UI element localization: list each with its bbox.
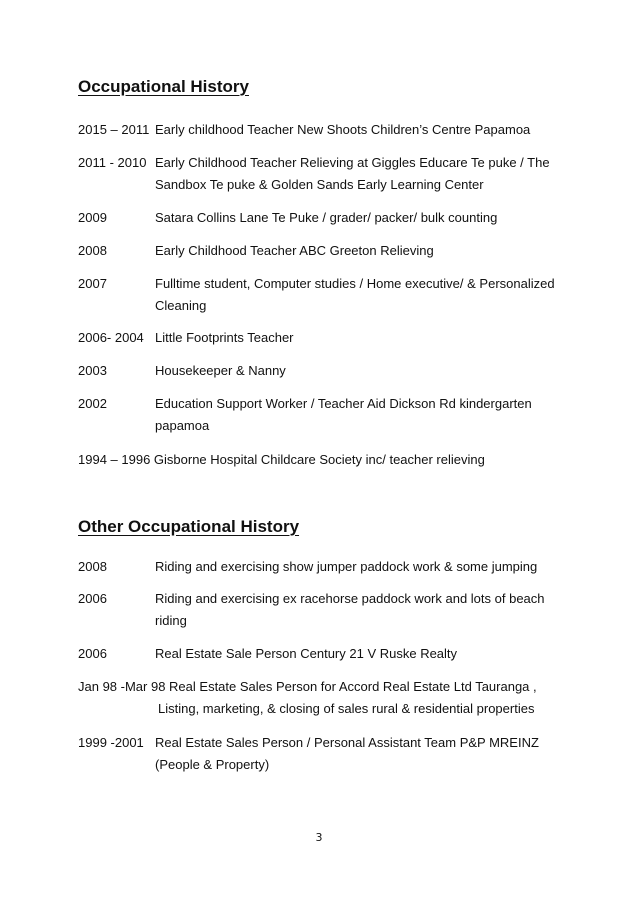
entry-date: 2002 [78, 396, 107, 411]
entry-date: 2009 [78, 210, 107, 225]
entry-description [155, 207, 497, 229]
entry-description [155, 327, 294, 349]
entry-text: Jan 98 -Mar 98 Real Estate Sales Person for Accord Real Estate Ltd Tauranga , [78, 679, 537, 694]
entry-line: Fulltime student, Computer studies / Home executive/ & Personalized [155, 276, 555, 291]
entry-line: Cleaning [155, 298, 207, 313]
entry-date: 2007 [78, 276, 107, 291]
entry-line: papamoa [155, 418, 210, 433]
entry-description [155, 643, 457, 665]
entry-line: riding [155, 613, 187, 628]
entry-description [155, 393, 532, 437]
entry-date: 1999 -2001 [78, 735, 144, 750]
entry-description [155, 240, 434, 262]
entry-line: Real Estate Sales Person / Personal Assistant Team P&P MREINZ [155, 735, 539, 750]
entry-date: 2015 – 2011 [78, 122, 150, 137]
entry-line: Early childhood Teacher New Shoots Children’s Centre Papamoa [155, 122, 531, 137]
page-number: 3 [315, 831, 323, 844]
entry-description [155, 556, 537, 578]
entry-line: Education Support Worker / Teacher Aid Dickson Rd kindergarten [155, 396, 532, 411]
entry-line: Little Footprints Teacher [155, 330, 294, 345]
entry-continuation: Listing, marketing, & closing of sales rural & residential properties [158, 701, 535, 716]
entry-date: 2006- 2004 [78, 330, 144, 345]
entry-description [155, 732, 539, 776]
entry-date: 2008 [78, 559, 107, 574]
occupational-history-heading: Occupational History [78, 77, 249, 96]
entry-description [155, 360, 286, 382]
entry-line: Early Childhood Teacher ABC Greeton Relieving [155, 243, 434, 258]
entry-line: Real Estate Sale Person Century 21 V Ruske Realty [155, 646, 458, 661]
entry-date: 2008 [78, 243, 107, 258]
entry-line: Satara Collins Lane Te Puke / grader/ packer/ bulk counting [155, 210, 498, 225]
entry-text: 1994 – 1996 Gisborne Hospital Childcare Society inc/ teacher relieving [78, 452, 485, 467]
entry-description [155, 588, 545, 632]
entry-line: (People & Property) [155, 757, 270, 772]
entry-line: Early Childhood Teacher Relieving at Giggles Educare Te puke / The [155, 155, 550, 170]
entry-description [155, 119, 530, 141]
entry-line: Riding and exercising show jumper paddock work & some jumping [155, 559, 538, 574]
entry-line: Housekeeper & Nanny [155, 363, 286, 378]
entry-line: Sandbox Te puke & Golden Sands Early Learning Center [155, 177, 484, 192]
entry-date: 2011 - 2010 [78, 155, 147, 170]
entry-date: 2006 [78, 591, 107, 606]
other-occupational-history-heading: Other Occupational History [78, 517, 300, 536]
entry-description [155, 152, 550, 196]
entry-date: 2006 [78, 646, 107, 661]
entry-line: Riding and exercising ex racehorse paddock work and lots of beach [155, 591, 545, 606]
entry-description [155, 273, 555, 317]
entry-date: 2003 [78, 363, 107, 378]
